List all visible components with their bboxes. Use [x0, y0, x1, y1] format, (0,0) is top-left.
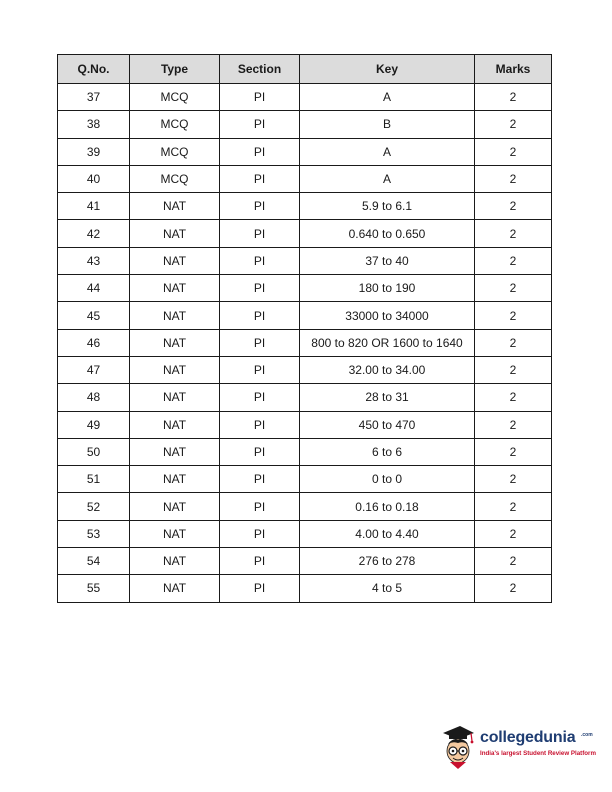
- logo-domain-suffix: .com: [581, 732, 593, 738]
- cell-type: NAT: [130, 193, 220, 220]
- table-row: [58, 575, 552, 602]
- cell-qno: 53: [58, 520, 130, 547]
- cell-section: PI: [220, 356, 300, 383]
- cell-section: PI: [220, 275, 300, 302]
- cell-type: NAT: [130, 275, 220, 302]
- cell-section: PI: [220, 165, 300, 192]
- cell-qno: 48: [58, 384, 130, 411]
- cell-qno: 44: [58, 275, 130, 302]
- cell-qno: 45: [58, 302, 130, 329]
- cell-section: PI: [220, 384, 300, 411]
- table-row: [58, 84, 552, 111]
- cell-type: NAT: [130, 520, 220, 547]
- cell-key: 0 to 0: [300, 466, 475, 493]
- cell-section: PI: [220, 302, 300, 329]
- table-row: [58, 275, 552, 302]
- cell-marks: 2: [475, 384, 552, 411]
- cell-type: MCQ: [130, 138, 220, 165]
- table-header-row: [58, 55, 552, 84]
- cell-type: MCQ: [130, 84, 220, 111]
- cell-type: NAT: [130, 220, 220, 247]
- cell-section: PI: [220, 466, 300, 493]
- cell-type: MCQ: [130, 165, 220, 192]
- cell-marks: 2: [475, 84, 552, 111]
- cell-qno: 37: [58, 84, 130, 111]
- cell-qno: 50: [58, 438, 130, 465]
- cell-type: NAT: [130, 438, 220, 465]
- cell-section: PI: [220, 247, 300, 274]
- cell-type: NAT: [130, 356, 220, 383]
- cell-section: PI: [220, 411, 300, 438]
- cell-type: NAT: [130, 548, 220, 575]
- cell-key: A: [300, 165, 475, 192]
- cell-qno: 46: [58, 329, 130, 356]
- cell-qno: 38: [58, 111, 130, 138]
- table-row: [58, 493, 552, 520]
- table-row: [58, 438, 552, 465]
- cell-qno: 42: [58, 220, 130, 247]
- table-row: [58, 138, 552, 165]
- table-body: [58, 84, 552, 603]
- table-row: [58, 520, 552, 547]
- cell-marks: 2: [475, 111, 552, 138]
- cell-type: NAT: [130, 411, 220, 438]
- cell-key: 450 to 470: [300, 411, 475, 438]
- cell-key: 6 to 6: [300, 438, 475, 465]
- cell-marks: 2: [475, 165, 552, 192]
- table-row: [58, 384, 552, 411]
- cell-key: 0.16 to 0.18: [300, 493, 475, 520]
- table-row: [58, 302, 552, 329]
- logo-wordmark: collegedunia: [480, 729, 576, 746]
- cell-marks: 2: [475, 220, 552, 247]
- cell-qno: 52: [58, 493, 130, 520]
- cell-marks: 2: [475, 138, 552, 165]
- cell-marks: 2: [475, 275, 552, 302]
- cell-key: B: [300, 111, 475, 138]
- cell-key: 33000 to 34000: [300, 302, 475, 329]
- cell-marks: 2: [475, 329, 552, 356]
- cell-qno: 55: [58, 575, 130, 602]
- table-row: [58, 411, 552, 438]
- cell-marks: 2: [475, 575, 552, 602]
- cell-type: NAT: [130, 329, 220, 356]
- table-row: [58, 466, 552, 493]
- header-qno: Q.No.: [58, 55, 130, 84]
- cell-marks: 2: [475, 193, 552, 220]
- cell-section: PI: [220, 548, 300, 575]
- collegedunia-logo: [440, 724, 600, 772]
- table-row: [58, 111, 552, 138]
- header-marks: Marks: [475, 55, 552, 84]
- cell-marks: 2: [475, 548, 552, 575]
- cell-section: PI: [220, 220, 300, 247]
- table-row: [58, 165, 552, 192]
- cell-qno: 41: [58, 193, 130, 220]
- answer-key-table: [57, 54, 552, 603]
- cell-section: PI: [220, 84, 300, 111]
- cell-section: PI: [220, 438, 300, 465]
- table-row: [58, 329, 552, 356]
- cell-key: 276 to 278: [300, 548, 475, 575]
- table-row: [58, 247, 552, 274]
- header-key: Key: [300, 55, 475, 84]
- cell-qno: 54: [58, 548, 130, 575]
- cell-key: 4 to 5: [300, 575, 475, 602]
- cell-qno: 40: [58, 165, 130, 192]
- cell-key: 37 to 40: [300, 247, 475, 274]
- cell-marks: 2: [475, 493, 552, 520]
- cell-key: A: [300, 84, 475, 111]
- cell-marks: 2: [475, 302, 552, 329]
- cell-type: NAT: [130, 302, 220, 329]
- cell-key: 28 to 31: [300, 384, 475, 411]
- cell-qno: 49: [58, 411, 130, 438]
- header-type: Type: [130, 55, 220, 84]
- cell-key: 5.9 to 6.1: [300, 193, 475, 220]
- cell-type: NAT: [130, 384, 220, 411]
- cell-marks: 2: [475, 247, 552, 274]
- cell-marks: 2: [475, 438, 552, 465]
- cell-key: 180 to 190: [300, 275, 475, 302]
- cell-section: PI: [220, 193, 300, 220]
- cell-marks: 2: [475, 411, 552, 438]
- cell-type: NAT: [130, 575, 220, 602]
- cell-section: PI: [220, 493, 300, 520]
- cell-key: 0.640 to 0.650: [300, 220, 475, 247]
- cell-section: PI: [220, 575, 300, 602]
- cell-marks: 2: [475, 466, 552, 493]
- table-row: [58, 220, 552, 247]
- cell-type: NAT: [130, 466, 220, 493]
- cell-qno: 39: [58, 138, 130, 165]
- cell-type: MCQ: [130, 111, 220, 138]
- cell-section: PI: [220, 520, 300, 547]
- table-row: [58, 356, 552, 383]
- cell-key: 800 to 820 OR 1600 to 1640: [300, 329, 475, 356]
- cell-qno: 43: [58, 247, 130, 274]
- table-row: [58, 193, 552, 220]
- cell-type: NAT: [130, 493, 220, 520]
- cell-type: NAT: [130, 247, 220, 274]
- cell-key: 4.00 to 4.40: [300, 520, 475, 547]
- table-row: [58, 548, 552, 575]
- cell-section: PI: [220, 329, 300, 356]
- graduate-mascot-icon: [440, 724, 476, 770]
- header-section: Section: [220, 55, 300, 84]
- cell-section: PI: [220, 138, 300, 165]
- cell-marks: 2: [475, 356, 552, 383]
- cell-section: PI: [220, 111, 300, 138]
- logo-tagline: India's largest Student Review Platform: [480, 750, 596, 757]
- cell-key: A: [300, 138, 475, 165]
- cell-qno: 51: [58, 466, 130, 493]
- cell-marks: 2: [475, 520, 552, 547]
- cell-key: 32.00 to 34.00: [300, 356, 475, 383]
- cell-qno: 47: [58, 356, 130, 383]
